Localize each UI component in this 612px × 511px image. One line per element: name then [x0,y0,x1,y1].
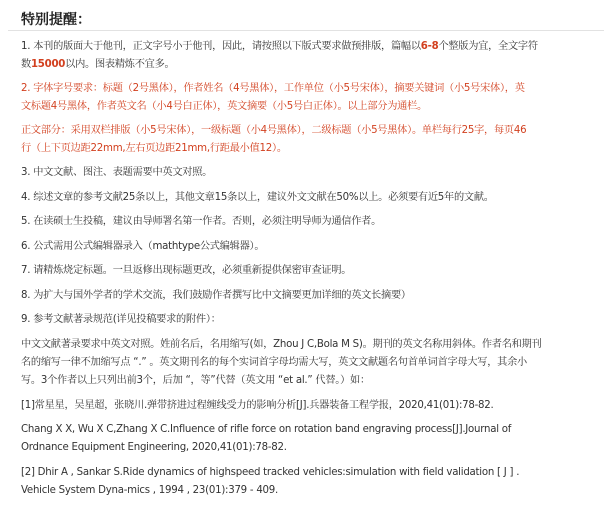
item-1-line-2: 数15000以内。图表精炼不宜多。 [21,59,175,70]
ref-rules-line-2: 名的缩写一律不加缩写点 “.” 。英文期刊名的每个实词首字母均需大写，英文文献题名句首单词首字母大写，其余小 [21,357,527,368]
item-2-line-2: 文标题4号黑体，作者英文名（小4号白正体），英文摘要（小5号白正体）。以上部分为通栏。 [21,101,427,112]
ref-rules-line-3: 写。3个作者以上只列出前3个，后加 “，等”代替（英文用 “et al.” 代替。）如： [21,375,370,386]
item-8: 8. 为扩大与国外学者的学术交流，我们鼓励作者撰写比中文摘要更加详细的英文长摘要） [21,290,411,301]
title-divider [8,30,604,31]
item-1-line-1: 1. 本刊的版面大于他刊，正文字号小于他刊，因此，请按照以下版式要求做预排版，篇幅以6-8个整版为宜，全文字符 [21,41,538,52]
item-6: 6. 公式需用公式编辑器录入（mathtype公式编辑器）。 [21,241,265,252]
char-count-highlight: 15000 [30,59,66,70]
item-2-line-1: 2. 字体字号要求：标题（2号黑体），作者姓名（4号黑体），工作单位（小5号宋体），摘要关键词（小5号宋体），英 [21,83,525,94]
item-7: 7. 请精炼烧定标题。一旦返修出现标题更改，必须重新提供保密审查证明。 [21,265,352,276]
reference-2-line-1: [2] Dhir A , Sankar S.Ride dynamics of highspeed tracked vehicles:simulation with field validation [ J ] . [21,467,520,478]
reference-1-chinese: [1]常星星，吴星超，张晓川.弹带挤进过程缠线受力的影响分析[J].兵器装备工程学报，2020,41(01):78-82. [21,400,494,411]
item-9: 9. 参考文献著录规范(详见投稿要求的附件）： [21,314,221,325]
reference-1-english-line-2: Ordnance Equipment Engineering, 2020,41(01):78-82. [21,442,287,453]
item-3: 3. 中文文献、图注、表题需要中英文对照。 [21,167,213,178]
page-count-highlight: 6-8 [420,41,439,52]
item-4: 4. 综述文章的参考文献25条以上，其他文章15条以上，建议外文文献在50%以上。必须要有近5年的文献。 [21,192,494,203]
body-layout-line-1: 正文部分：采用双栏排版（小5号宋体），一级标题（小4号黑体），二级标题（小5号黑体）。单栏每行25字，每页46 [21,125,527,136]
body-layout-line-2: 行（上下页边距22mm,左右页边距21mm,行距最小值12）。 [21,143,287,154]
ref-rules-line-1: 中文文献著录要求中英文对照。姓前名后，名用缩写(如，Zhou J C,Bola M S)。期刊的英文名称用斜体。作者名和期刊 [21,339,542,350]
item-5: 5. 在读硕士生投稿，建议由导师署名第一作者。否则，必须注明导师为通信作者。 [21,216,382,227]
reference-2-line-2: Vehicle System Dyna-mics , 1994 , 23(01):379 - 409. [21,485,279,496]
reference-1-english-line-1: Chang X X, Wu X C,Zhang X C.Influence of rifle force on rotation band engraving process[J].Journal of [21,424,512,435]
page-title: 特别提醒： [21,12,91,28]
